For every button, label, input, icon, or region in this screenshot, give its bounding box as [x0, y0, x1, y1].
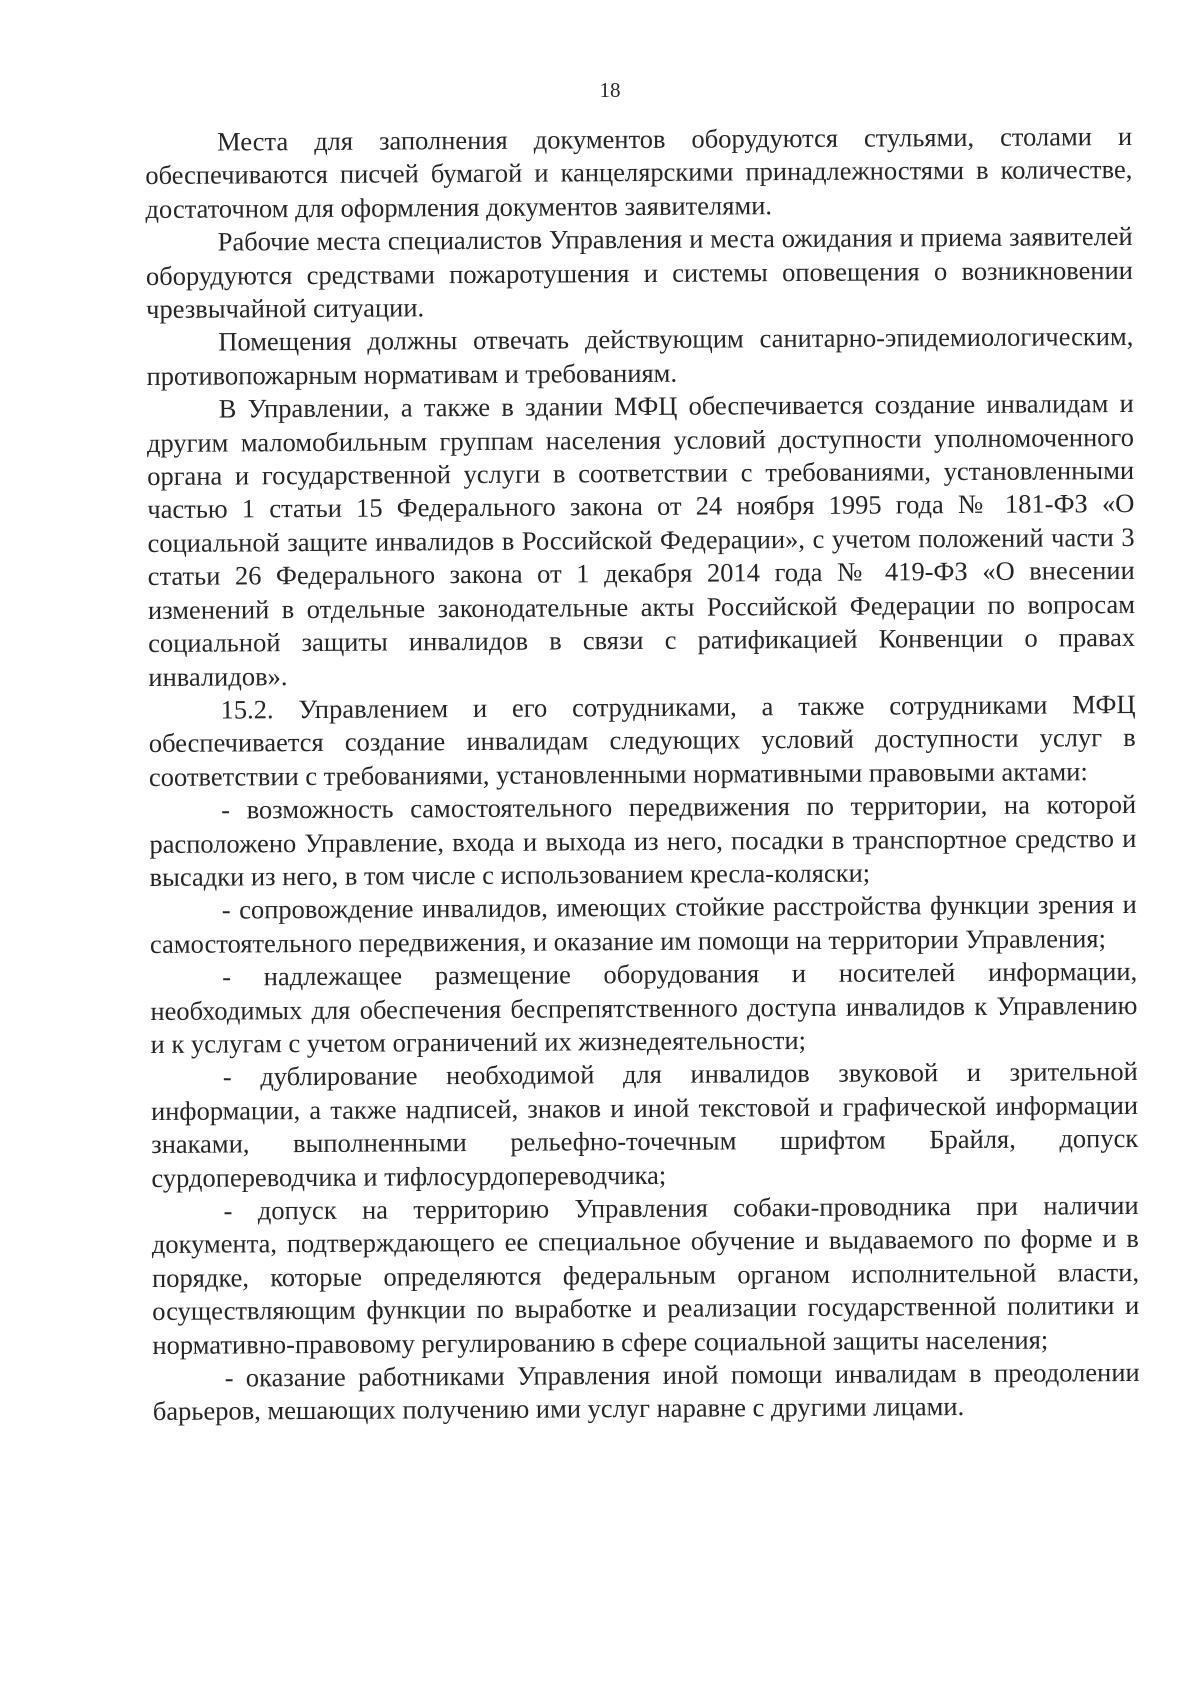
paragraph-workplaces-supplies: Места для заполнения документов оборудуются стульями, столами и обеспечиваются писчей бумагой и канцелярскими принадлежностями в количестве, достаточном для оформления документов заявителями.: [145, 120, 1133, 224]
list-item-braille-duplication: - дублирование необходимой для инвалидов звуковой и зрительной информации, а также надписей, знаков и иной текстовой и графической информации знаками, выполненными рельефно-точечным шрифтом Брайля, допуск сурдопереводчика и тифлосурдопереводчика;: [150, 1056, 1139, 1193]
document-body: [145, 120, 1140, 1429]
list-item-other-assistance: - оказание работниками Управления иной помощи инвалидам в преодолении барьеров, мешающих получению ими услуг наравне с другими лицами.: [152, 1356, 1140, 1427]
paragraph-sanitary-norms: Помещения должны отвечать действующим санитарно-эпидемиологическим, противопожарным нормативам и требованиям.: [146, 321, 1134, 391]
list-item-escort: - сопровождение инвалидов, имеющих стойкие расстройства функции зрения и самостоятельного передвижения, и оказание им помощи на территории Управления;: [149, 889, 1137, 959]
paragraph-section-15-2: 15.2. Управлением и его сотрудниками, а также сотрудниками МФЦ обеспечивается создание инвалидам следующих условий доступности услуг в соответствии с требованиями, установленными нормативными правовыми актами:: [148, 688, 1136, 792]
paragraph-accessibility-law: В Управлении, а также в здании МФЦ обеспечивается создание инвалидам и другим маломобильным группам населения условий доступности уполномоченного органа и государственной услуги в соответствии с требованиями, установленными частью 1 статьи 15 Федерального закона от 24 ноября 1995 года № 181-ФЗ «О социальной защите инвалидов в Российской Федерации», с учетом положений части 3 статьи 26 Федерального закона от 1 декабря 2014 года № 419-ФЗ «О внесении изменений в отдельные законодательные акты Российской Федерации по вопросам социальной защиты инвалидов в связи с ратификацией Конвенции о правах инвалидов».: [146, 388, 1136, 692]
list-item-equipment-placement: - надлежащее размещение оборудования и носителей информации, необходимых для обеспечения беспрепятственного доступа инвалидов к Управлению и к услугам с учетом ограничений их жизнедеятельности;: [150, 956, 1138, 1059]
paragraph-fire-safety: Рабочие места специалистов Управления и места ожидания и приема заявителей оборудуются средствами пожаротушения и системы оповещения о возникновении чрезвычайной ситуации.: [145, 221, 1133, 325]
list-item-movement: - возможность самостоятельного передвижения по территории, на которой расположено Управление, входа и выхода из него, посадки в транспортное средство и высадки из него, в том числе с использованием кресла-коляски;: [149, 789, 1137, 892]
page-number: 18: [599, 78, 621, 102]
list-item-guide-dog: - допуск на территорию Управления собаки-проводника при наличии документа, подтверждающего ее специальное обучение и выдаваемого по форме и в порядке, которые определяются федеральным органом исполнительной власти, осуществляющим функции по выработке и реализации государственной политики и нормативно-правовому регулированию в сфере социальной защиты населения;: [151, 1189, 1140, 1360]
